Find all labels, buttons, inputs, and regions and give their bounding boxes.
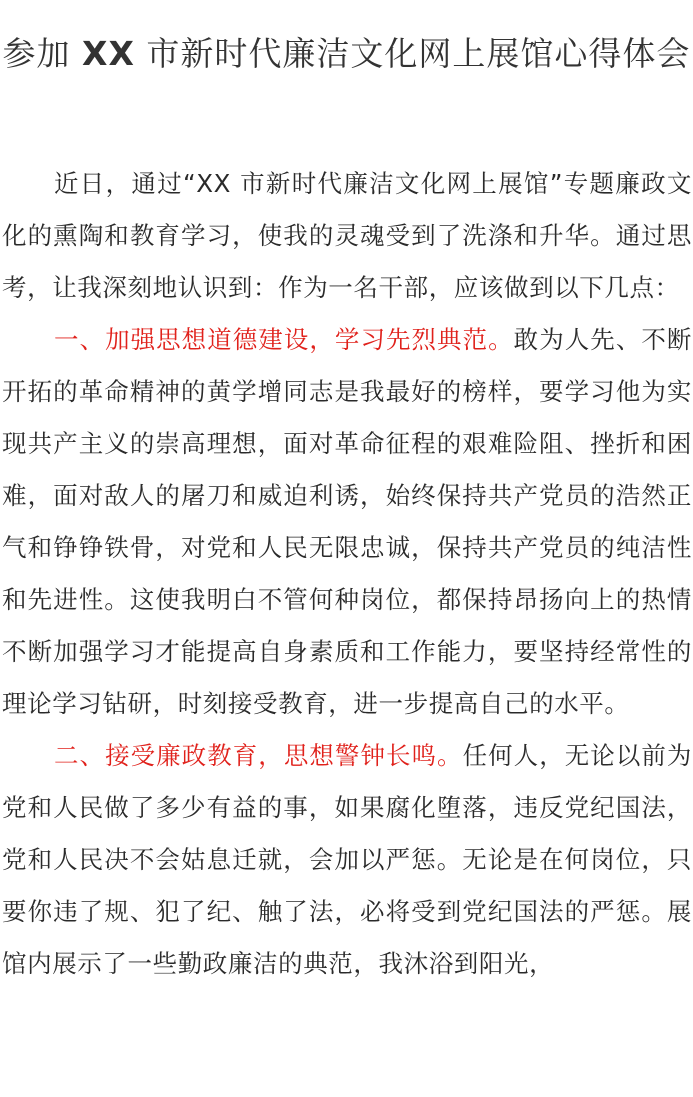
paragraph-section-2 <box>2 730 692 990</box>
section-heading-1: 一、加强思想道德建设，学习先烈典范。 <box>54 325 514 354</box>
paragraph-intro <box>2 158 692 314</box>
title-suffix: 市新时代廉洁文化网上展馆心得体会 <box>134 34 691 73</box>
paragraph-text: 近日，通过“XX 市新时代廉洁文化网上展馆”专题廉政文化的熏陶和教育学习，使我的灵魂受到了洗涤和升华。通过思考，让我深刻地认识到：作为一名干部，应该做到以下几点： <box>2 169 692 302</box>
paragraph-text: 任何人，无论以前为党和人民做了多少有益的事，如果腐化堕落，违反党纪国法，党和人民决不会姑息迁就，会加以严惩。无论是在何岗位，只要你违了规、犯了纪、触了法，必将受到党纪国法的严惩。展馆内展示了一些勤政廉洁的典范，我沐浴到阳光， <box>2 741 692 978</box>
paragraph-section-1 <box>2 314 692 730</box>
paragraph-text: 敢为人先、不断开拓的革命精神的黄学增同志是我最好的榜样，要学习他为实现共产主义的崇高理想，面对革命征程的艰难险阻、挫折和困难，面对敌人的屠刀和威迫利诱，始终保持共产党员的浩然正气和铮铮铁骨，对党和人民无限忠诚，保持共产党员的纯洁性和先进性。这使我明白不管何种岗位，都保持昂扬向上的热情不断加强学习才能提高自身素质和工作能力，要坚持经常性的理论学习钻研，时刻接受教育，进一步提高自己的水平。 <box>2 325 692 718</box>
section-heading-2: 二、接受廉政教育，思想警钟长鸣。 <box>54 741 463 770</box>
document-title <box>0 0 693 80</box>
title-prefix: 参加 <box>2 34 83 73</box>
title-latin: XX <box>82 34 135 73</box>
document-body <box>2 158 692 990</box>
